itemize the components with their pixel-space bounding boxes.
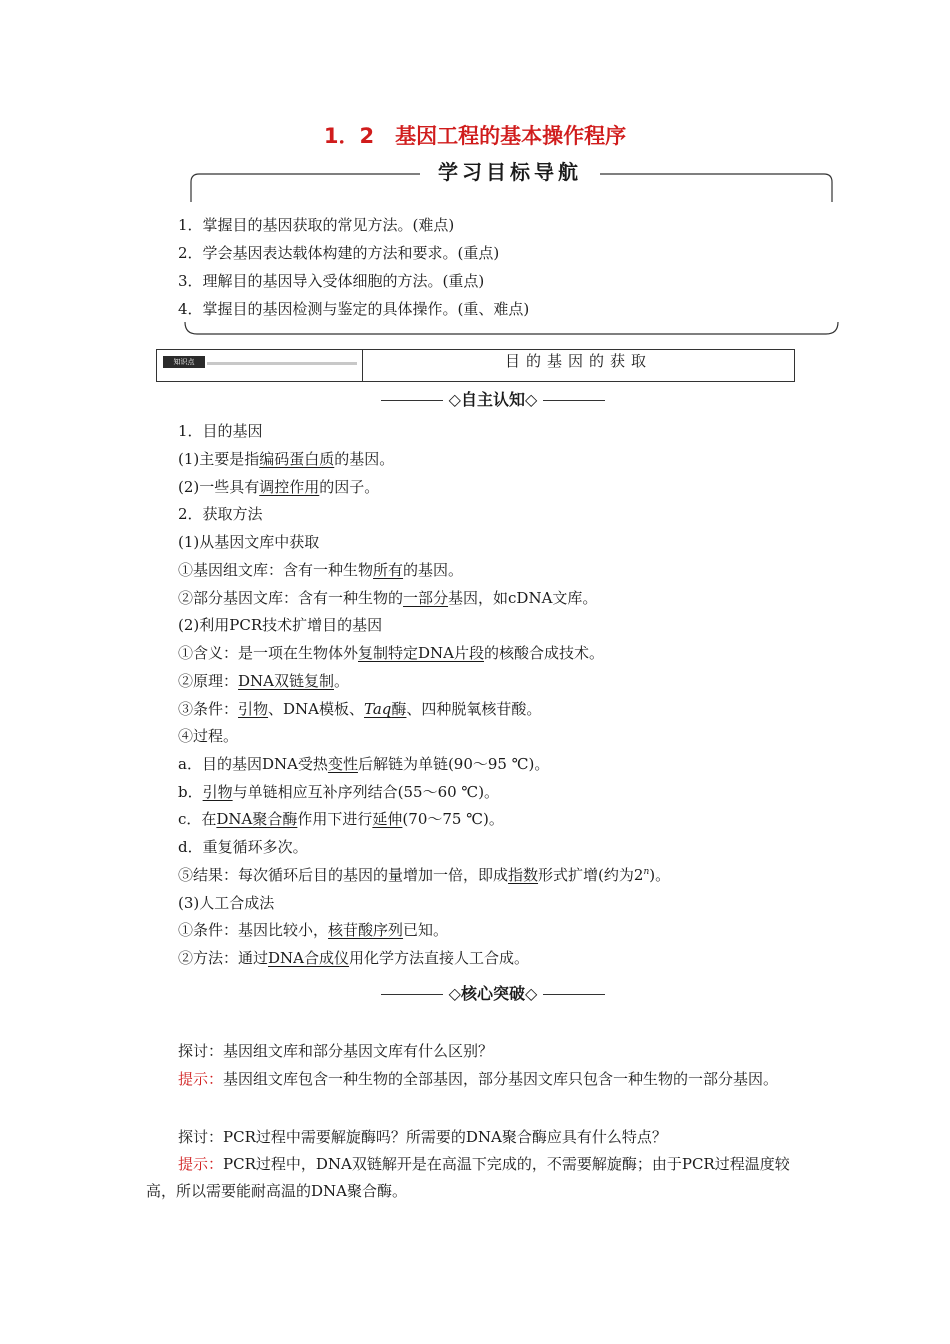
blank-answer: DNA聚合酶 (216, 810, 298, 828)
goal-item: 4．掌握目的基因检测与鉴定的具体操作。(重、难点) (178, 300, 530, 318)
hint-label: 提示： (178, 1070, 224, 1088)
goal-item: 3．理解目的基因导入受体细胞的方法。(重点) (178, 272, 485, 290)
content-line: ⑤结果：每次循环后目的基因的量增加一倍，即成指数形式扩增(约为2$^n$)。 (178, 866, 671, 884)
blank-answer: 引物 (202, 783, 233, 801)
content-line: ③条件：引物、DNA模板、Taq酶、四种脱氧核苷酸。 (178, 700, 542, 718)
blank-answer: 变性 (327, 755, 358, 773)
blank-answer: 酶 (391, 700, 407, 718)
knowledge-point-line (207, 362, 357, 365)
blank-answer: 一部分 (403, 589, 449, 607)
knowledge-point-tag: 知识点 (163, 356, 205, 368)
blank-answer: 编码蛋白质 (259, 450, 335, 468)
knowledge-point-bar (156, 349, 795, 382)
content-line: a．目的基因DNA受热变性后解链为单链(90～95 ℃)。 (178, 755, 550, 773)
content-line: (1)从基因文库中获取 (178, 533, 320, 551)
content-line: ①基因组文库：含有一种生物所有的基因。 (178, 561, 464, 579)
content-line: ②原理：DNA双链复制。 (178, 672, 350, 690)
discussion-question: 探讨：基因组文库和部分基因文库有什么区别？ (178, 1042, 494, 1060)
blank-answer: 延伸 (372, 810, 403, 828)
section-divider-core: ◇核心突破◇ (360, 981, 626, 1004)
discussion-answer: 提示：PCR过程中，DNA双链解开是在高温下完成的，不需要解旋酶；由于PCR过程温度较高，所以需要能耐高温的DNA聚合酶。 (146, 1155, 790, 1200)
hint-label: 提示： (178, 1155, 224, 1173)
discussion-answer: 提示：基因组文库包含一种生物的全部基因，部分基因文库只包含一种生物的一部分基因。 (178, 1070, 779, 1088)
discussion-question: 探讨：PCR过程中需要解旋酶吗？所需要的DNA聚合酶应具有什么特点？ (178, 1128, 667, 1146)
blank-answer: 所有 (373, 561, 404, 579)
blank-answer: 引物 (238, 700, 269, 718)
content-line: ②方法：通过DNA合成仪用化学方法直接人工合成。 (178, 949, 530, 967)
content-line: b．引物与单链相应互补序列结合(55～60 ℃)。 (178, 783, 500, 801)
blank-answer: DNA双链复制 (238, 672, 334, 690)
content-line: d．重复循环多次。 (178, 838, 308, 856)
content-line: ④过程。 (178, 727, 239, 745)
divider-rule (381, 994, 443, 995)
knowledge-point-title: 目的基因的获取 (504, 352, 652, 370)
exponent: n (643, 867, 650, 877)
goals-heading: 学习目标导航 (420, 156, 600, 185)
blank-answer: 复制特定DNA片段 (358, 644, 485, 662)
content-line: (1)主要是指编码蛋白质的基因。 (178, 450, 395, 468)
knowledge-point-badge (157, 350, 363, 381)
blank-answer: 核苷酸序列 (328, 921, 404, 939)
divider-rule (543, 994, 605, 995)
blank-answer: Taq (364, 700, 392, 718)
goal-item: 1．掌握目的基因获取的常见方法。(难点) (178, 216, 455, 234)
section-heading: 核心突破 (460, 984, 525, 1003)
content-line: (3)人工合成法 (178, 894, 275, 912)
section-heading: 自主认知 (460, 390, 525, 409)
content-line: ②部分基因文库：含有一种生物的一部分基因，如cDNA文库。 (178, 589, 598, 607)
content-line: c．在DNA聚合酶作用下进行延伸(70～75 ℃)。 (178, 810, 504, 828)
divider-rule (381, 400, 443, 401)
content-line: ①含义：是一项在生物体外复制特定DNA片段的核酸合成技术。 (178, 644, 605, 662)
content-line: (2)利用PCR技术扩增目的基因 (178, 616, 383, 634)
page-title: 1．2 基因工程的基本操作程序 (323, 124, 627, 148)
content-line: 2．获取方法 (178, 505, 263, 523)
blank-answer: 指数 (508, 866, 539, 884)
content-line: ①条件：基因比较小，核苷酸序列已知。 (178, 921, 449, 939)
blank-answer: 调控作用 (259, 478, 320, 496)
blank-answer: DNA合成仪 (268, 949, 349, 967)
content-line: 1．目的基因 (178, 422, 263, 440)
section-divider-self-study: ◇自主认知◇ (360, 387, 626, 410)
divider-rule (543, 400, 605, 401)
goal-item: 2．学会基因表达载体构建的方法和要求。(重点) (178, 244, 500, 262)
content-line: (2)一些具有调控作用的因子。 (178, 478, 380, 496)
